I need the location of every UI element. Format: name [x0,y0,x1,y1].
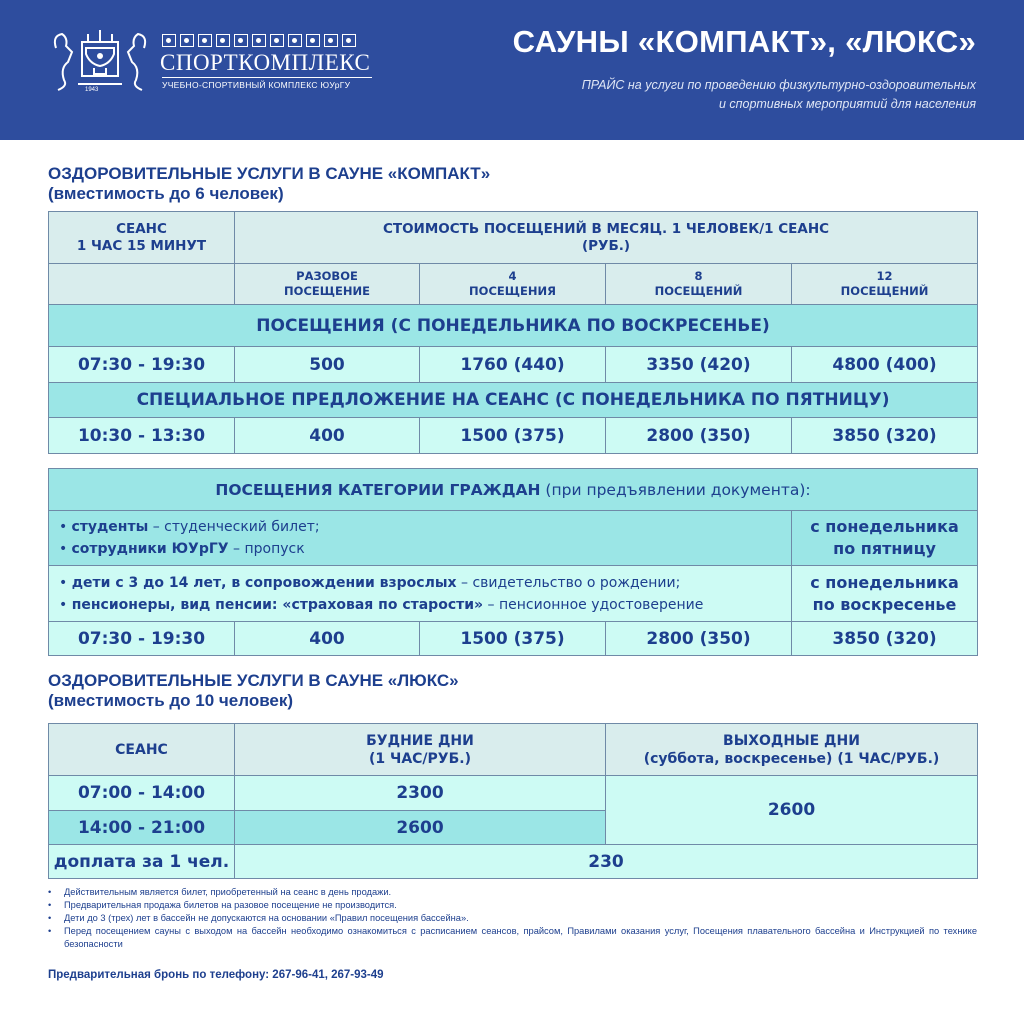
category-name: дети с 3 до 14 лет, в сопровождении взрослых [71,574,457,591]
sport-icon [288,34,302,47]
sport-icon [252,34,266,47]
category-group-students [49,511,792,566]
weekend-price-cell: 2600 [606,776,978,845]
col-text: 8 [694,269,703,283]
col-text: 12 [876,269,893,283]
sport-icon [270,34,284,47]
emblem-icon [48,28,152,98]
price-cell: 3350 (420) [606,347,792,383]
compact-price-table [48,211,978,454]
category-doc: – пенсионное удостоверение [483,596,704,613]
lux-price-table [48,723,978,879]
sport-icon [234,34,248,47]
session-header: СЕАНС [49,724,235,776]
extra-label-cell: доплата за 1 чел. [49,845,235,879]
time-cell: 07:30 - 19:30 [49,622,235,656]
logo [48,28,378,100]
column-header [792,264,978,305]
price-cell: 2300 [235,776,606,811]
subtitle-line: и спортивных мероприятий для населения [718,97,976,111]
category-name: пенсионеры, вид пенсии: «страховая по старости» [71,596,484,613]
price-cell: 2800 (350) [606,418,792,454]
time-cell: 07:00 - 14:00 [49,776,235,811]
band-label: СПЕЦИАЛЬНОЕ ПРЕДЛОЖЕНИЕ НА СЕАНС (С ПОНЕДЕЛЬНИКА ПО ПЯТНИЦУ) [49,383,978,418]
list-item: • сотрудники ЮУрГУ – пропуск [59,541,305,557]
categories-header-bold: ПОСЕЩЕНИЯ КАТЕГОРИИ ГРАЖДАН [215,480,541,499]
header-text: (1 ЧАС/РУБ.) [369,750,471,767]
lux-section-title [48,671,459,711]
sport-icon [198,34,212,47]
sport-icon [324,34,338,47]
days-text: с понедельника [810,517,959,536]
note-item: • Действительным является билет, приобретенный на сеанс в день продажи. [48,886,977,899]
categories-header [49,469,978,511]
category-doc: – пропуск [228,541,305,557]
sport-icon [162,34,176,47]
days-text: по пятницу [833,539,936,558]
brand-subtitle: УЧЕБНО-СПОРТИВНЫЙ КОМПЛЕКС ЮУрГУ [162,80,351,90]
brand-divider [162,77,372,78]
category-doc: – студенческий билет; [148,519,320,535]
categories-header-note: (при предъявлении документа): [540,480,811,499]
price-cell: 4800 (400) [792,347,978,383]
cost-header [235,212,978,264]
category-days [792,511,978,566]
price-cell: 2600 [235,811,606,845]
subtitle-line: ПРАЙС на услуги по проведению физкультурно-оздоровительных [581,78,976,92]
page-title: САУНЫ «КОМПАКТ», «ЛЮКС» [512,24,976,59]
list-item: • пенсионеры, вид пенсии: «страховая по старости» – пенсионное удостоверение [59,596,704,613]
header-text: 1 ЧАС 15 МИНУТ [76,237,207,254]
categories-table [48,468,978,656]
header-text: ВЫХОДНЫЕ ДНИ [723,732,860,749]
header-text: СЕАНС [116,220,167,237]
category-name: студенты [71,519,149,535]
brand-name: СПОРТКОМПЛЕКС [160,50,371,75]
sport-icon [342,34,356,47]
compact-capacity: (вместимость до 6 человек) [48,184,284,203]
header-text: (РУБ.) [581,237,631,254]
sport-icon [216,34,230,47]
column-header [606,264,792,305]
band-label: ПОСЕЩЕНИЯ (С ПОНЕДЕЛЬНИКА ПО ВОСКРЕСЕНЬЕ) [49,305,978,347]
category-group-children [49,566,792,622]
column-header [235,264,420,305]
price-cell: 2800 (350) [606,622,792,656]
col-text: РАЗОВОЕ [296,269,358,283]
category-days [792,566,978,622]
column-header [420,264,606,305]
list-item: • дети с 3 до 14 лет, в сопровождении взрослых – свидетельство о рождении; [59,574,681,591]
note-item: • Дети до 3 (трех) лет в бассейн не допускаются на основании «Правил посещения бассейна». [48,912,977,925]
price-cell: 400 [235,622,420,656]
list-item: • студенты – студенческий билет; [59,519,320,535]
extra-value-cell: 230 [235,845,978,879]
notes-list [48,886,977,951]
col-text: ПОСЕЩЕНИЙ [654,284,743,298]
col-text: ПОСЕЩЕНИЕ [284,284,370,298]
price-cell: 1760 (440) [420,347,606,383]
days-text: с понедельника [810,572,959,592]
category-doc: – свидетельство о рождении; [456,574,681,591]
time-cell: 10:30 - 13:30 [49,418,235,454]
header-text: БУДНИЕ ДНИ [366,732,474,749]
price-cell: 400 [235,418,420,454]
lux-title: ОЗДОРОВИТЕЛЬНЫЕ УСЛУГИ В САУНЕ «ЛЮКС» [48,671,459,690]
compact-title: ОЗДОРОВИТЕЛЬНЫЕ УСЛУГИ В САУНЕ «КОМПАКТ» [48,164,491,183]
price-cell: 3850 (320) [792,622,978,656]
sport-icon [180,34,194,47]
page-subtitle [582,76,976,114]
category-name: сотрудники ЮУрГУ [71,541,229,557]
session-header [49,212,235,264]
compact-section-title [48,164,490,204]
empty-cell [49,264,235,305]
col-text: ПОСЕЩЕНИЙ [840,284,929,298]
header-banner [0,0,1024,140]
col-text: ПОСЕЩЕНИЯ [469,284,556,298]
price-cell: 3850 (320) [792,418,978,454]
weekend-header [606,724,978,776]
header-text: СТОИМОСТЬ ПОСЕЩЕНИЙ В МЕСЯЦ. 1 ЧЕЛОВЕК/1 СЕАНС [382,220,830,237]
header-text: (суббота, воскресенье) (1 ЧАС/РУБ.) [643,750,940,767]
logo-year: 1943 [85,87,99,93]
time-cell: 07:30 - 19:30 [49,347,235,383]
price-cell: 1500 (375) [420,622,606,656]
sport-icon [306,34,320,47]
days-text: по воскресенье [812,594,957,614]
weekday-header [235,724,606,776]
note-item: • Предварительная продажа билетов на разовое посещение не производится. [48,899,977,912]
note-item: • Перед посещением сауны с выходом на бассейн необходимо ознакомиться с расписанием сеансов, прайсом, Правилами оказания услуг, Посещения плавательного бассейна и Инструкцией по технике безопасности [48,925,977,951]
lux-capacity: (вместимость до 10 человек) [48,691,294,710]
price-cell: 500 [235,347,420,383]
sport-icons-row [162,34,356,47]
booking-phone: Предварительная бронь по телефону: 267-96-41, 267-93-49 [48,969,384,981]
time-cell: 14:00 - 21:00 [49,811,235,845]
price-cell: 1500 (375) [420,418,606,454]
col-text: 4 [508,269,517,283]
